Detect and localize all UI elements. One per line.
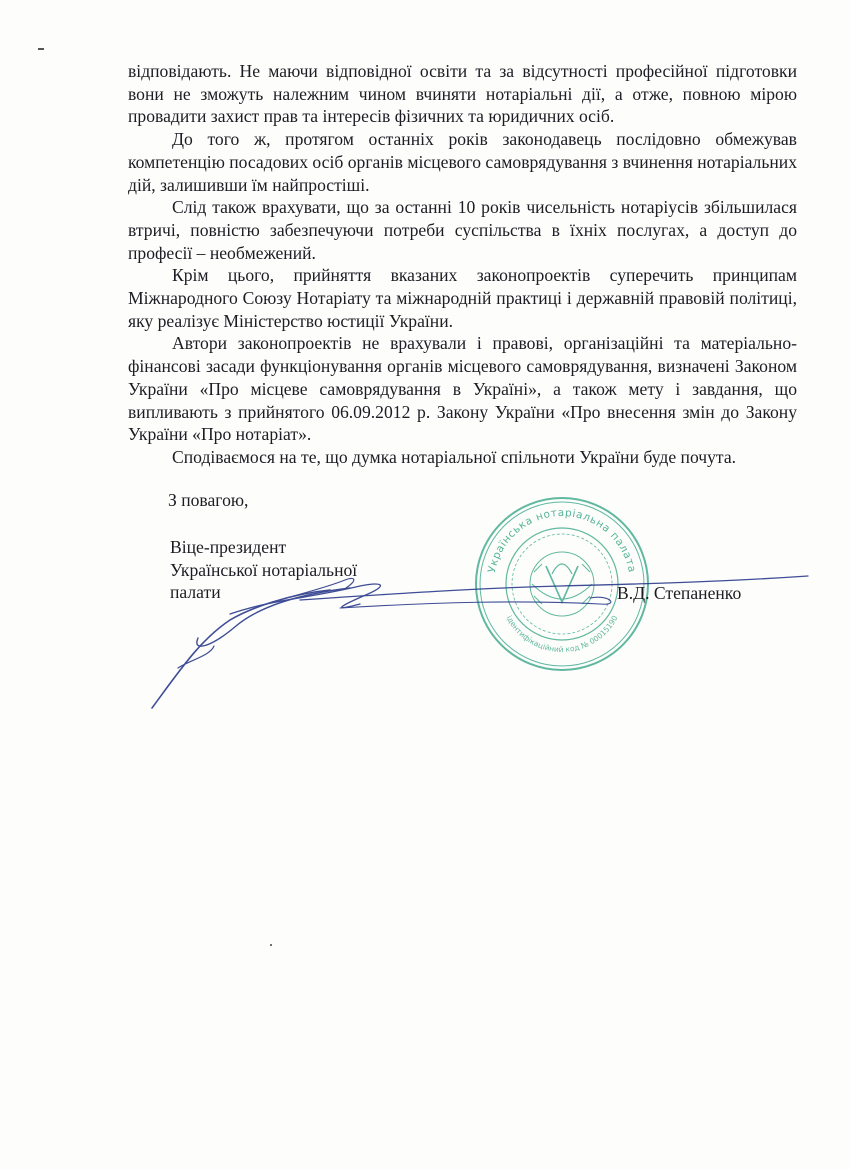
paragraph-3: Слід також врахувати, що за останні 10 років чисельність нотаріусів збільшилася втричі, повністю забезпечуючи потреби суспільства в їхніх послугах, а доступ до професії – необмежений. — [128, 197, 797, 263]
letter-body — [128, 60, 797, 469]
paragraph-4: Крім цього, прийняття вказаних законопроектів суперечить принципам Міжнародного Союзу Нотаріату та міжнародній практиці і державній правовій політиці, яку реалізує Міністерство юстиції України. — [128, 265, 797, 331]
stamp-code-text: ідентифікаційний код № 00015190 — [504, 613, 620, 655]
paragraph-6: Сподіваємося на те, що думка нотаріальної спільноти України буде почута. — [172, 446, 737, 467]
scan-speck — [270, 944, 272, 946]
stamp-ring-text: Українська нотаріальна палата — [485, 506, 639, 574]
signatory-title-line-2: Української нотаріальної — [170, 559, 358, 580]
paragraph-5: Автори законопроектів не врахували і правові, організаційні та матеріально-фінансові засади функціонування органів місцевого самоврядування, визначені Законом України «Про місцеве самоврядування в Україні», а також мету і завдання, що випливають з прийнятого 06.09.2012 р. Закону України «Про внесення змін до Закону України «Про нотаріат». — [128, 333, 797, 445]
signatory-title-line-1: Віце-президент — [170, 537, 287, 557]
signatory-title-line-3: палати — [170, 582, 221, 602]
signatory-name: В.Д. Степаненко — [617, 583, 742, 603]
paragraph-2: До того ж, протягом останніх років законодавець послідовно обмежував компетенцію посадових осіб органів місцевого самоврядування з вчинення нотаріальних дій, залишивши їм найпростіші. — [128, 129, 797, 195]
scan-mark-top-left — [38, 48, 44, 50]
paragraph-1: відповідають. Не маючи відповідної освіти та за відсутності професійної підготовки вони не зможуть належним чином вчиняти нотаріальні дії, а отже, повною мірою провадити захист прав та інтересів фізичних та юридичних осіб. — [128, 61, 797, 127]
closing-phrase: З повагою, — [168, 490, 249, 510]
